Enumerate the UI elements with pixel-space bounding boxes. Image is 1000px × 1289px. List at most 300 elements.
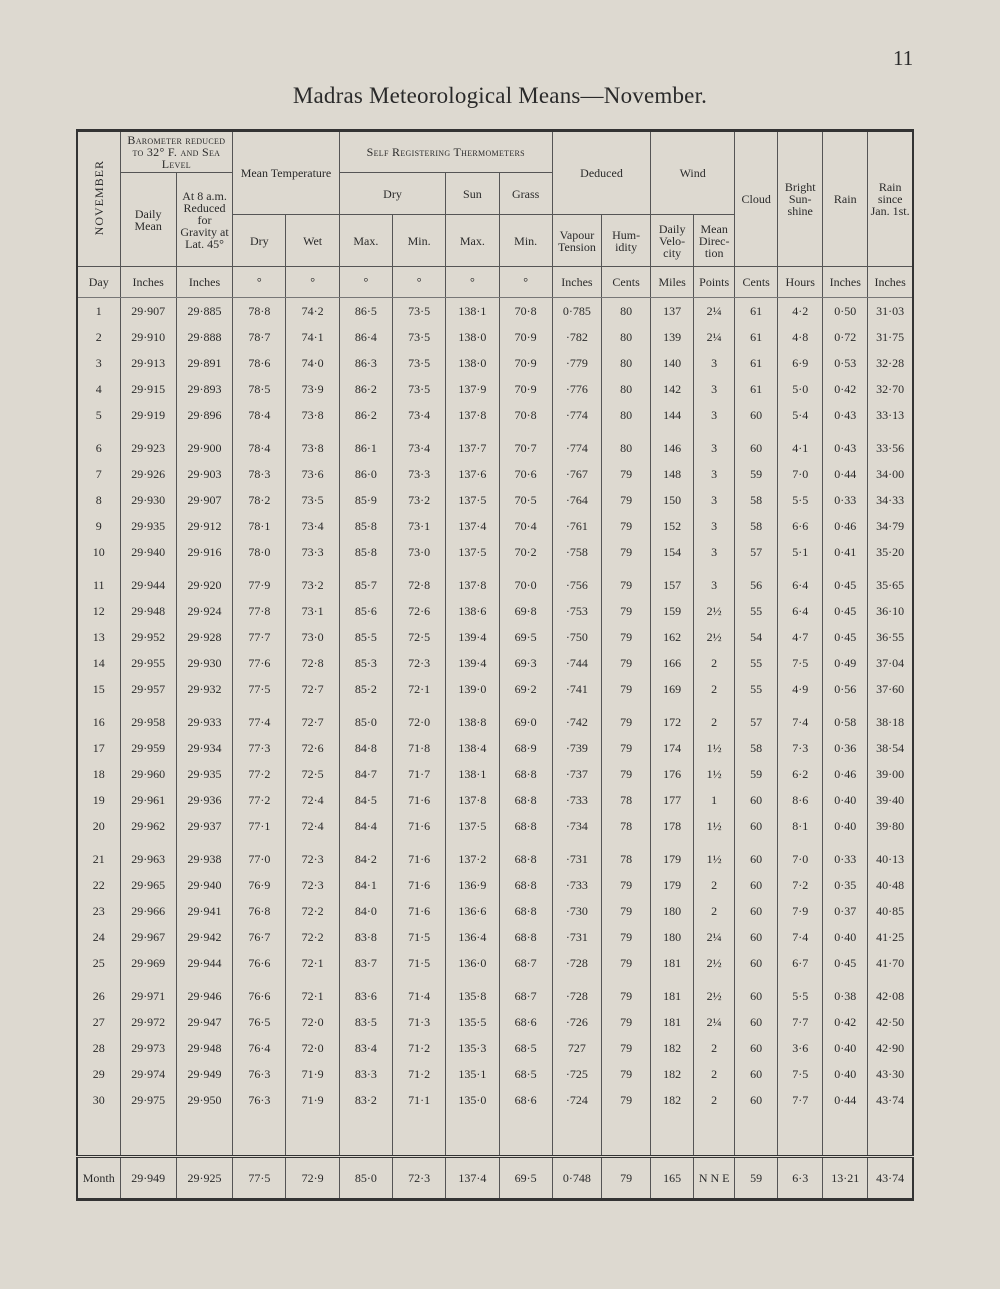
table-cell: 73·0 [393, 539, 446, 565]
table-cell: 136·0 [446, 950, 499, 976]
table-cell: 86·0 [339, 461, 392, 487]
table-cell: Inches [823, 267, 868, 298]
spacer-cell [120, 565, 176, 572]
table-cell: 22 [77, 872, 120, 898]
spacer-cell [120, 976, 176, 983]
table-cell: Inches [552, 267, 601, 298]
spacer-cell [176, 1113, 232, 1157]
grass-min-header: Min. [499, 215, 552, 267]
table-cell: 70·8 [499, 298, 552, 325]
table-cell: 71·9 [286, 1087, 339, 1113]
table-cell: 60 [735, 950, 778, 976]
spacer-row [77, 428, 913, 435]
spacer-cell [77, 428, 120, 435]
dry-header: Dry [233, 215, 286, 267]
table-cell: 5·4 [778, 402, 823, 428]
spacer-cell [651, 702, 694, 709]
spacer-cell [602, 565, 651, 572]
table-cell: 77·3 [233, 735, 286, 761]
vapour-tension-header: Vapour Tension [552, 215, 601, 267]
table-cell: 40·13 [868, 846, 913, 872]
table-cell: 3 [694, 435, 735, 461]
table-cell: 58 [735, 487, 778, 513]
table-cell: 71·1 [393, 1087, 446, 1113]
spacer-cell [339, 1113, 392, 1157]
table-cell: 70·4 [499, 513, 552, 539]
table-cell: 7·0 [778, 461, 823, 487]
table-cell: 138·1 [446, 761, 499, 787]
table-cell: 2 [77, 324, 120, 350]
table-cell: 2 [694, 709, 735, 735]
spacer-cell [339, 428, 392, 435]
table-cell: 68·8 [499, 872, 552, 898]
table-cell: 72·1 [286, 983, 339, 1009]
table-cell: 29·903 [176, 461, 232, 487]
table-cell: 179 [651, 846, 694, 872]
table-cell: 2 [694, 1087, 735, 1113]
table-cell: 70·5 [499, 487, 552, 513]
spacer-cell [694, 976, 735, 983]
table-row [77, 813, 913, 839]
table-cell: 74·1 [286, 324, 339, 350]
table-cell: 55 [735, 650, 778, 676]
table-cell: 135·8 [446, 983, 499, 1009]
spacer-cell [694, 565, 735, 572]
spacer-cell [339, 565, 392, 572]
table-cell: 68·8 [499, 898, 552, 924]
table-cell: 73·5 [393, 350, 446, 376]
spacer-cell [735, 428, 778, 435]
table-cell: 29·942 [176, 924, 232, 950]
table-cell: 137·2 [446, 846, 499, 872]
table-cell: 137·8 [446, 787, 499, 813]
table-cell: 182 [651, 1035, 694, 1061]
table-cell: 29·940 [176, 872, 232, 898]
table-cell: ·726 [552, 1009, 601, 1035]
table-cell: 0·38 [823, 983, 868, 1009]
table-cell: 43·30 [868, 1061, 913, 1087]
table-cell: ·733 [552, 787, 601, 813]
table-cell: 29·948 [120, 598, 176, 624]
table-cell: 76·8 [233, 898, 286, 924]
dry-group-header: Dry [339, 173, 446, 215]
table-cell: 0·36 [823, 735, 868, 761]
spacer-cell [651, 428, 694, 435]
table-cell: 80 [602, 324, 651, 350]
table-cell: 58 [735, 513, 778, 539]
mean-temperature-header: Mean Temperature [233, 131, 340, 215]
table-cell: 80 [602, 435, 651, 461]
table-cell: ·764 [552, 487, 601, 513]
table-cell: 77·9 [233, 572, 286, 598]
table-cell: 69·0 [499, 709, 552, 735]
table-cell: ·728 [552, 983, 601, 1009]
table-cell: 72·3 [286, 872, 339, 898]
table-row [77, 1035, 913, 1061]
table-cell: 162 [651, 624, 694, 650]
table-cell: ·739 [552, 735, 601, 761]
table-row [77, 846, 913, 872]
table-cell: 78·6 [233, 350, 286, 376]
table-cell: 182 [651, 1061, 694, 1087]
table-cell: 72·8 [393, 572, 446, 598]
table-cell: 57 [735, 709, 778, 735]
spacer-cell [823, 976, 868, 983]
spacer-cell [233, 1113, 286, 1157]
table-cell: ·741 [552, 676, 601, 702]
table-cell: 4·8 [778, 324, 823, 350]
table-cell: 61 [735, 324, 778, 350]
table-cell: 2½ [694, 983, 735, 1009]
table-cell: 39·40 [868, 787, 913, 813]
table-cell: 29·923 [120, 435, 176, 461]
table-cell: 71·7 [393, 761, 446, 787]
grass-group-header: Grass [499, 173, 552, 215]
spacer-cell [393, 428, 446, 435]
table-cell: 79 [602, 676, 651, 702]
table-cell: 29·885 [176, 298, 232, 325]
spacer-row [77, 565, 913, 572]
table-cell: 86·2 [339, 376, 392, 402]
table-cell: 76·6 [233, 950, 286, 976]
table-cell: 76·5 [233, 1009, 286, 1035]
table-cell: 72·2 [286, 924, 339, 950]
table-cell: 0·40 [823, 924, 868, 950]
table-cell: 5·1 [778, 539, 823, 565]
table-cell: 13 [77, 624, 120, 650]
spacer-cell [823, 702, 868, 709]
spacer-cell [778, 1113, 823, 1157]
table-cell: 14 [77, 650, 120, 676]
spacer-cell [552, 565, 601, 572]
table-cell: 0·42 [823, 1009, 868, 1035]
spacer-cell [552, 976, 601, 983]
spacer-cell [499, 428, 552, 435]
page-number: 11 [893, 46, 914, 70]
table-cell: 71·6 [393, 872, 446, 898]
spacer-cell [339, 839, 392, 846]
table-cell: 5·5 [778, 487, 823, 513]
table-cell: 71·8 [393, 735, 446, 761]
month-summary-row [77, 1157, 913, 1200]
table-cell: 2¼ [694, 924, 735, 950]
table-cell: 13·21 [823, 1157, 868, 1200]
table-cell: 0·40 [823, 787, 868, 813]
table-cell: 6·9 [778, 350, 823, 376]
table-cell: ·753 [552, 598, 601, 624]
table-cell: Hours [778, 267, 823, 298]
table-cell: ·734 [552, 813, 601, 839]
wind-header: Wind [651, 131, 735, 215]
month-label-header: NOVEMBER [77, 131, 120, 267]
table-cell: 29·938 [176, 846, 232, 872]
table-cell: 39·80 [868, 813, 913, 839]
table-cell: ° [499, 267, 552, 298]
table-cell: 136·4 [446, 924, 499, 950]
table-cell: 169 [651, 676, 694, 702]
table-cell: 60 [735, 1087, 778, 1113]
spacer-cell [77, 839, 120, 846]
spacer-cell [735, 1113, 778, 1157]
table-cell: 73·8 [286, 435, 339, 461]
table-cell: 61 [735, 376, 778, 402]
table-row [77, 298, 913, 325]
spacer-cell [393, 1113, 446, 1157]
table-cell: Inches [176, 267, 232, 298]
table-cell: 20 [77, 813, 120, 839]
daily-velocity-header: Daily Velo-city [651, 215, 694, 267]
spacer-cell [176, 839, 232, 846]
table-cell: 29·974 [120, 1061, 176, 1087]
table-cell: ·728 [552, 950, 601, 976]
table-cell: 29·940 [120, 539, 176, 565]
table-cell: 7·3 [778, 735, 823, 761]
table-cell: 0·50 [823, 298, 868, 325]
table-cell: ·744 [552, 650, 601, 676]
table-cell: 79 [602, 1087, 651, 1113]
table-cell: 7·5 [778, 1061, 823, 1087]
table-cell: 84·4 [339, 813, 392, 839]
table-cell: 79 [602, 598, 651, 624]
table-cell: 7·7 [778, 1009, 823, 1035]
table-cell: 29·944 [120, 572, 176, 598]
table-cell: 36·10 [868, 598, 913, 624]
table-row [77, 324, 913, 350]
spacer-cell [778, 839, 823, 846]
table-cell: 29·955 [120, 650, 176, 676]
table-cell: 41·25 [868, 924, 913, 950]
table-cell: 135·3 [446, 1035, 499, 1061]
table-cell: 29·973 [120, 1035, 176, 1061]
table-cell: 69·8 [499, 598, 552, 624]
spacer-cell [120, 428, 176, 435]
table-cell: 139·4 [446, 624, 499, 650]
table-cell: 33·13 [868, 402, 913, 428]
table-cell: ·776 [552, 376, 601, 402]
table-cell: 29·934 [176, 735, 232, 761]
table-cell: 60 [735, 1009, 778, 1035]
table-cell: 29·975 [120, 1087, 176, 1113]
table-cell: 0·748 [552, 1157, 601, 1200]
table-row [77, 435, 913, 461]
table-cell: 77·4 [233, 709, 286, 735]
table-cell: 137·4 [446, 513, 499, 539]
spacer-cell [868, 1113, 913, 1157]
table-cell: 3·6 [778, 1035, 823, 1061]
table-cell: 73·1 [393, 513, 446, 539]
table-cell: 55 [735, 676, 778, 702]
table-cell: 68·9 [499, 735, 552, 761]
table-cell: ·724 [552, 1087, 601, 1113]
table-cell: 137 [651, 298, 694, 325]
table-cell: ·779 [552, 350, 601, 376]
table-cell: 137·8 [446, 572, 499, 598]
table-cell: 79 [602, 513, 651, 539]
spacer-cell [735, 976, 778, 983]
table-row [77, 787, 913, 813]
table-cell: 79 [602, 1061, 651, 1087]
table-cell: 86·2 [339, 402, 392, 428]
table-cell: 29·941 [176, 898, 232, 924]
table-cell: 3 [694, 461, 735, 487]
table-cell: 77·6 [233, 650, 286, 676]
table-cell: 148 [651, 461, 694, 487]
table-cell: 138·6 [446, 598, 499, 624]
table-cell: 0·45 [823, 598, 868, 624]
spacer-cell [499, 565, 552, 572]
spacer-cell [868, 976, 913, 983]
table-cell: 60 [735, 787, 778, 813]
table-cell: 78 [602, 787, 651, 813]
table-cell: 68·8 [499, 924, 552, 950]
spacer-cell [286, 839, 339, 846]
table-cell: 29·972 [120, 1009, 176, 1035]
table-cell: 25 [77, 950, 120, 976]
table-cell: 3 [694, 376, 735, 402]
table-cell: 138·0 [446, 350, 499, 376]
table-cell: ·758 [552, 539, 601, 565]
table-cell: 73·2 [286, 572, 339, 598]
table-cell: 7·0 [778, 846, 823, 872]
spacer-cell [694, 702, 735, 709]
spacer-cell [499, 702, 552, 709]
rain-since-header: Rain since Jan. 1st. [868, 131, 913, 267]
spacer-cell [552, 839, 601, 846]
table-cell: 29·946 [176, 983, 232, 1009]
table-cell: 3 [694, 539, 735, 565]
table-cell: 80 [602, 350, 651, 376]
table-cell: 152 [651, 513, 694, 539]
spacer-cell [286, 1113, 339, 1157]
spacer-cell [823, 565, 868, 572]
table-cell: 6 [77, 435, 120, 461]
table-cell: 70·6 [499, 461, 552, 487]
spacer-cell [286, 702, 339, 709]
spacer-cell [735, 839, 778, 846]
table-row [77, 402, 913, 428]
table-cell: ·750 [552, 624, 601, 650]
table-cell: 0·40 [823, 813, 868, 839]
table-cell: 2 [694, 872, 735, 898]
table-cell: Inches [868, 267, 913, 298]
table-cell: 71·9 [286, 1061, 339, 1087]
spacer-cell [552, 1113, 601, 1157]
table-cell: 2¼ [694, 1009, 735, 1035]
table-cell: 69·2 [499, 676, 552, 702]
table-cell: 4·2 [778, 298, 823, 325]
table-cell: 139·0 [446, 676, 499, 702]
table-cell: 72·9 [286, 1157, 339, 1200]
spacer-cell [120, 702, 176, 709]
table-row [77, 983, 913, 1009]
table-cell: 29·924 [176, 598, 232, 624]
table-cell: 1½ [694, 813, 735, 839]
table-cell: 0·56 [823, 676, 868, 702]
table-cell: 24 [77, 924, 120, 950]
table-cell: 86·4 [339, 324, 392, 350]
table-cell: 73·4 [393, 402, 446, 428]
spacer-cell [233, 428, 286, 435]
spacer-cell [339, 976, 392, 983]
spacer-cell [393, 839, 446, 846]
table-cell: 6·3 [778, 1157, 823, 1200]
table-cell: 23 [77, 898, 120, 924]
dry-min-header: Min. [393, 215, 446, 267]
table-cell: 83·8 [339, 924, 392, 950]
table-cell: 74·2 [286, 298, 339, 325]
table-cell: 159 [651, 598, 694, 624]
table-cell: 76·6 [233, 983, 286, 1009]
table-cell: 2 [694, 650, 735, 676]
table-cell: 77·1 [233, 813, 286, 839]
table-cell: 72·1 [393, 676, 446, 702]
table-cell: 18 [77, 761, 120, 787]
table-cell: 26 [77, 983, 120, 1009]
table-cell: 181 [651, 950, 694, 976]
table-cell: 2 [694, 1035, 735, 1061]
table-cell: 2¼ [694, 298, 735, 325]
table-cell: 165 [651, 1157, 694, 1200]
spacer-cell [446, 565, 499, 572]
table-cell: ·730 [552, 898, 601, 924]
table-cell: ·737 [552, 761, 601, 787]
table-row [77, 1087, 913, 1113]
table-cell: Cents [602, 267, 651, 298]
table-cell: 29·893 [176, 376, 232, 402]
spacer-cell [823, 1113, 868, 1157]
spacer-cell [77, 976, 120, 983]
table-cell: 7·4 [778, 924, 823, 950]
table-row [77, 598, 913, 624]
table-cell: 29·935 [176, 761, 232, 787]
table-cell: 29·930 [176, 650, 232, 676]
table-cell: 6·4 [778, 598, 823, 624]
table-cell: 9 [77, 513, 120, 539]
table-cell: 74·0 [286, 350, 339, 376]
table-cell: 73·2 [393, 487, 446, 513]
table-cell: ° [339, 267, 392, 298]
table-row [77, 735, 913, 761]
table-cell: 166 [651, 650, 694, 676]
table-cell: 32·70 [868, 376, 913, 402]
table-cell: 137·5 [446, 539, 499, 565]
spacer-cell [651, 565, 694, 572]
table-cell: 0·44 [823, 1087, 868, 1113]
table-cell: 79 [602, 1157, 651, 1200]
table-cell: 1½ [694, 761, 735, 787]
table-cell: 68·5 [499, 1061, 552, 1087]
table-row [77, 761, 913, 787]
table-cell: 29·915 [120, 376, 176, 402]
table-cell: 150 [651, 487, 694, 513]
table-cell: 3 [694, 402, 735, 428]
table-cell: 40·85 [868, 898, 913, 924]
table-cell: 0·46 [823, 761, 868, 787]
table-cell: 0·49 [823, 650, 868, 676]
table-cell: 154 [651, 539, 694, 565]
table-cell: 174 [651, 735, 694, 761]
table-cell: 54 [735, 624, 778, 650]
spacer-cell [651, 1113, 694, 1157]
table-cell: 70·9 [499, 376, 552, 402]
table-cell: 6·4 [778, 572, 823, 598]
spacer-cell [868, 839, 913, 846]
table-cell: 29·896 [176, 402, 232, 428]
table-cell: 139·4 [446, 650, 499, 676]
table-cell: 80 [602, 298, 651, 325]
table-cell: 29·925 [176, 1157, 232, 1200]
table-cell: 78·4 [233, 402, 286, 428]
